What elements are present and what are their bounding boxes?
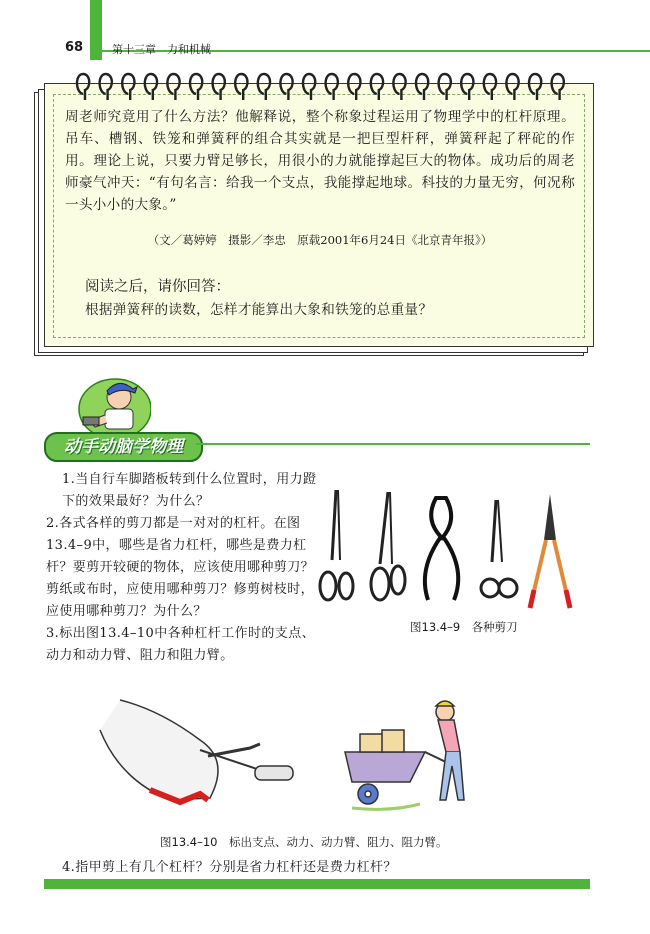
- spiral-ring: [461, 74, 473, 100]
- spiral-binding-icon: [75, 70, 575, 102]
- story-credit: （文／葛婷婷 摄影／李忠 原载2001年6月24日《北京青年报》）: [147, 233, 493, 247]
- spiral-ring: [506, 74, 518, 100]
- lever-illustration: [90, 690, 510, 820]
- spiral-ring: [100, 74, 112, 100]
- spiral-ring: [552, 74, 564, 100]
- pruning-shears-icon: [425, 498, 458, 600]
- mascot-boy-icon: [75, 371, 151, 439]
- chapter-title: 第十三章 力和机械: [112, 43, 211, 56]
- question-4: 4.指甲剪上有几个杠杆？分别是省力杠杆还是费力杠杆？: [62, 860, 397, 875]
- spiral-ring: [393, 74, 405, 100]
- reading-prompt: 阅读之后，请你回答：: [85, 279, 230, 295]
- hedge-shears-icon: [530, 494, 570, 608]
- scissors-figure: [318, 490, 573, 610]
- tailor-scissors-icon: [371, 492, 405, 600]
- page-number: 68: [65, 40, 84, 55]
- spiral-ring: [122, 74, 134, 100]
- spiral-ring: [529, 74, 541, 100]
- spiral-ring: [484, 74, 496, 100]
- question-3: 3.标出图13.4–10中各种杠杆工作时的支点、动力和动力臂、阻力和阻力臂。: [46, 626, 315, 663]
- story-paragraph: 周老师究竟用了什么方法？他解释说，整个称象过程运用了物理学中的杠杆原理。吊车、槽钢、铁笼和弹簧秤的组合其实就是一把巨型杆秤，弹簧秤起了秤砣的作用。理论上说，只要力臂足够长，用很小的力就能撑起巨大的物体。成功后的周老师豪气冲天：“有句名言：给我一个支点，我能撑起地球。科技的力量无穷，何况称一头小小的大象。”: [65, 109, 575, 213]
- spiral-ring: [190, 74, 202, 100]
- question-1: 1.当自行车脚踏板转到什么位置时，用力蹬下的效果最好？为什么？: [62, 472, 317, 509]
- small-scissors-icon: [481, 500, 517, 597]
- spiral-ring: [326, 74, 338, 100]
- spiral-ring: [235, 74, 247, 100]
- spiral-ring: [439, 74, 451, 100]
- office-scissors-icon: [320, 490, 353, 600]
- spiral-ring: [145, 74, 157, 100]
- spiral-ring: [258, 74, 270, 100]
- spiral-ring: [77, 74, 89, 100]
- wheelbarrow-worker-icon: [345, 701, 464, 809]
- spiral-ring: [213, 74, 225, 100]
- activity-section-title: 动手动脑学物理: [44, 432, 203, 462]
- figure-13-4-10-caption: 图13.4–10 标出支点、动力、动力臂、阻力、阻力臂。: [160, 835, 448, 849]
- spiral-ring: [167, 74, 179, 100]
- figure-13-4-9-caption: 图13.4–9 各种剪刀: [410, 620, 518, 634]
- reading-question: 根据弹簧秤的读数，怎样才能算出大象和铁笼的总重量？: [85, 302, 433, 318]
- spiral-ring: [280, 74, 292, 100]
- spiral-ring: [348, 74, 360, 100]
- activity-rule: [196, 443, 590, 445]
- spiral-ring: [303, 74, 315, 100]
- spiral-ring: [416, 74, 428, 100]
- bottom-accent-bar: [44, 879, 590, 889]
- spiral-ring: [371, 74, 383, 100]
- question-2: 2.各式各样的剪刀都是一对对的杠杆。在图13.4–9中，哪些是省力杠杆，哪些是费力杠杆？要剪开较硬的物体，应该使用哪种剪刀？剪纸或布时，应使用哪种剪刀？修剪树枝时，应使用哪种剪刀？为什么？: [46, 516, 315, 619]
- hand-with-shears-icon: [100, 700, 293, 802]
